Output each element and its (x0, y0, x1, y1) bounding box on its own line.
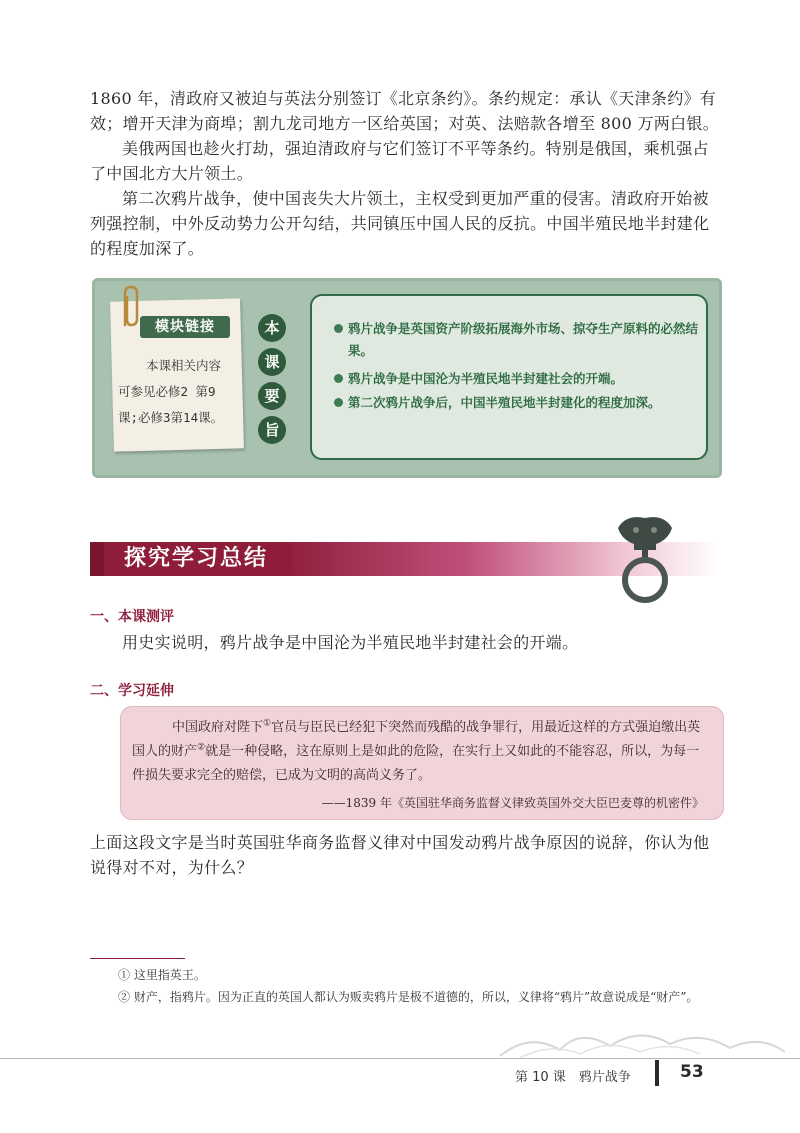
quote-part-1: 中国政府对陛下 (172, 720, 264, 735)
paragraph-1: 1860 年，清政府又被迫与英法分别签订《北京条约》。条约规定：承认《天津条约》有效；增开天津为商埠；割九龙司地方一区给英国；对英、法赔款各增至 800 万两白银。 (90, 89, 720, 133)
key-label-char-3: 要 (258, 382, 286, 410)
cloud-ornament-icon (490, 1022, 790, 1062)
key-label-char-2: 课 (258, 348, 286, 376)
bullet-dot (334, 374, 343, 383)
footnote-2: ② 财产，指鸦片。因为正直的英国人都认为贩卖鸦片是极不道德的，所以，义律将“鸦片”故意说成是“财产”。 (118, 990, 699, 1004)
footnote-rule (90, 958, 185, 959)
door-knocker-icon (612, 510, 678, 606)
key-point-text: 鸦片战争是中国沦为半殖民地半封建社会的开端。 (348, 371, 624, 386)
module-link-line-3: 课;必修3第14课。 (118, 410, 224, 425)
key-point (334, 392, 710, 414)
key-point (334, 318, 710, 362)
section-heading-lead (90, 542, 104, 576)
subsection-text-1: 用史实说明，鸦片战争是中国沦为半殖民地半封建社会的开端。 (122, 633, 579, 652)
footer-rule (0, 1058, 800, 1059)
key-label-char-4: 旨 (258, 416, 286, 444)
section-title: 探究学习总结 (124, 546, 269, 571)
footer-separator (655, 1060, 659, 1086)
key-label-char-1: 本 (258, 314, 286, 342)
module-link-title: 模块链接 (140, 316, 230, 338)
footnote-1: ① 这里指英王。 (118, 968, 206, 982)
footnote-ref-1: ① (263, 718, 272, 729)
footer-lesson-label: 第 10 课 鸦片战争 (515, 1070, 631, 1085)
quote-part-3: 就是一种侵略，这在原则上是如此的危险，在实行上又如此的不能容忍，所以，为每一件损失要求完全的赔偿，已成为文明的高尚义务了。 (132, 744, 700, 783)
page-number: 53 (680, 1062, 704, 1082)
question-text: 上面这段文字是当时英国驻华商务监督义律对中国发动鸦片战争原因的说辞，你认为他说得对不对，为什么？ (90, 833, 710, 877)
paragraph-3: 第二次鸦片战争，使中国丧失大片领土，主权受到更加严重的侵害。清政府开始被列强控制，中外反动势力公开勾结，共同镇压中国人民的反抗。中国半殖民地半封建化的程度加深了。 (90, 189, 710, 258)
subsection-heading-2: 二、学习延伸 (90, 683, 174, 699)
quote-text (132, 716, 712, 788)
module-link-line-1: 本课相关内容 (146, 358, 222, 373)
module-link-line-2: 可参见必修2 第9 (118, 384, 216, 399)
footnote-ref-2: ② (197, 742, 206, 753)
subsection-heading-1: 一、本课测评 (90, 609, 174, 625)
bullet-dot (334, 398, 343, 407)
key-point-text: 第二次鸦片战争后，中国半殖民地半封建化的程度加深。 (348, 395, 661, 410)
key-point-text: 鸦片战争是英国资产阶级拓展海外市场、掠夺生产原料的必然结果。 (348, 321, 699, 358)
bullet-dot (334, 324, 343, 333)
paragraph-2: 美俄两国也趁火打劫，强迫清政府与它们签订不平等条约。特别是俄国，乘机强占了中国北方大片领土。 (90, 139, 709, 183)
quote-part-2: 官员与臣民已经犯下突然而残酷的战争罪行，用最近这样的方式强迫缴出英国人的财产 (132, 720, 701, 759)
quote-source: ——1839 年《英国驻华商务监督义律致英国外交大臣巴麦尊的机密件》 (321, 796, 704, 810)
key-point (334, 368, 710, 390)
